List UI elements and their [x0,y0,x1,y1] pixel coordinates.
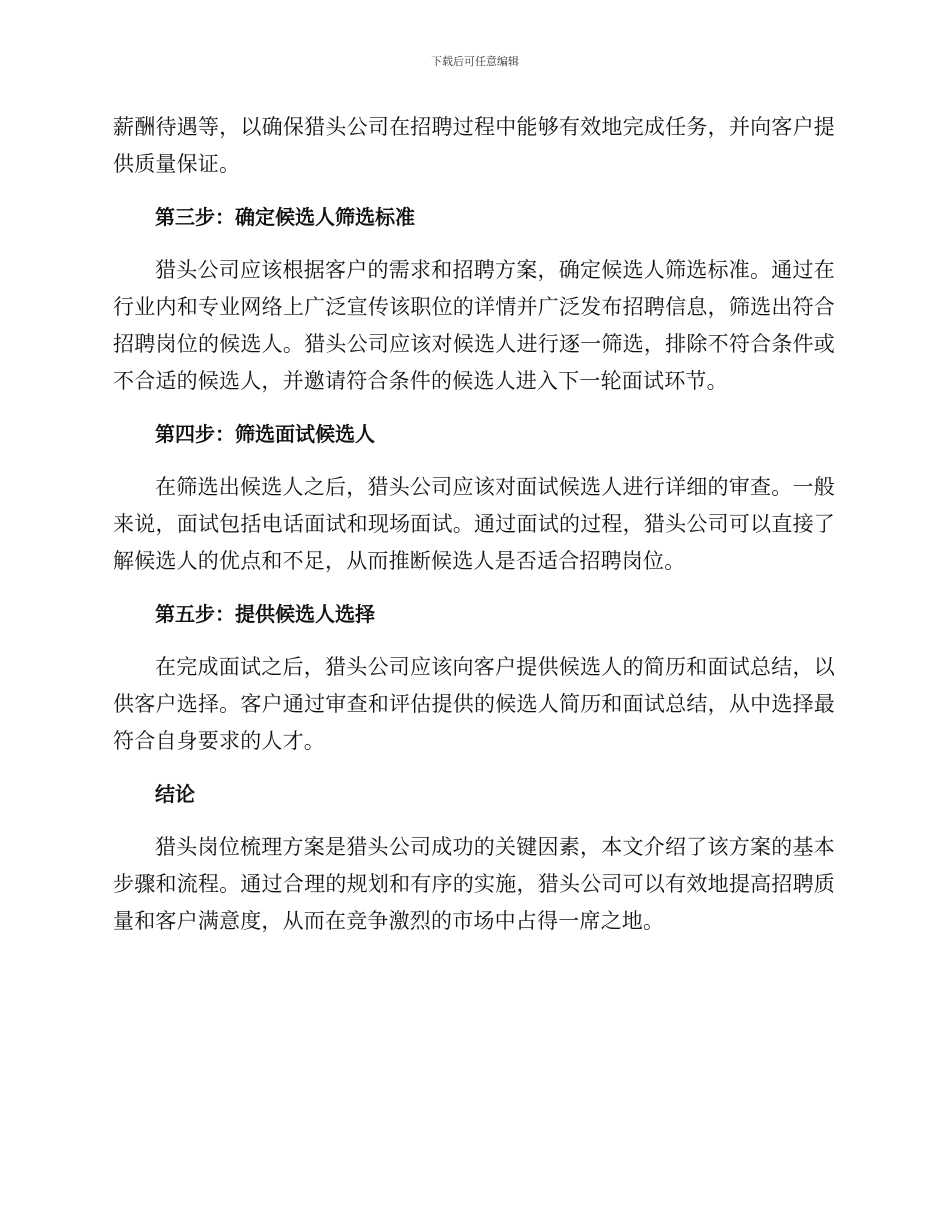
paragraph-step-3: 猎头公司应该根据客户的需求和招聘方案，确定候选人筛选标准。通过在行业内和专业网络上广泛宣传该职位的详情并广泛发布招聘信息，筛选出符合招聘岗位的候选人。猎头公司应该对候选人进行逐一筛选，排除不符合条件或不合适的候选人，并邀请符合条件的候选人进入下一轮面试环节。 [113,258,835,393]
paragraph-step-4: 在筛选出候选人之后，猎头公司应该对面试候选人进行详细的审查。一般来说，面试包括电话面试和现场面试。通过面试的过程，猎头公司可以直接了解候选人的优点和不足，从而推断候选人是否适合招聘岗位。 [113,475,835,573]
paragraph-conclusion: 猎头岗位梳理方案是猎头公司成功的关键因素，本文介绍了该方案的基本步骤和流程。通过合理的规划和有序的实施，猎头公司可以有效地提高招聘质量和客户满意度，从而在竞争激烈的市场中占得一席之地。 [113,835,835,933]
section-heading-conclusion: 结论 [155,782,195,806]
document-body [113,109,835,940]
section-heading-step-3: 第三步：确定候选人筛选标准 [155,205,415,229]
section-heading-step-4: 第四步：筛选面试候选人 [155,422,375,446]
paragraph-step-5: 在完成面试之后，猎头公司应该向客户提供候选人的简历和面试总结，以供客户选择。客户通过审查和评估提供的候选人简历和面试总结，从中选择最符合自身要求的人才。 [113,655,835,753]
page-header: 下载后可任意编辑 [431,55,519,68]
section-heading-step-5: 第五步：提供候选人选择 [155,602,375,626]
paragraph-continuation: 薪酬待遇等，以确保猎头公司在招聘过程中能够有效地完成任务，并向客户提供质量保证。 [113,115,835,176]
